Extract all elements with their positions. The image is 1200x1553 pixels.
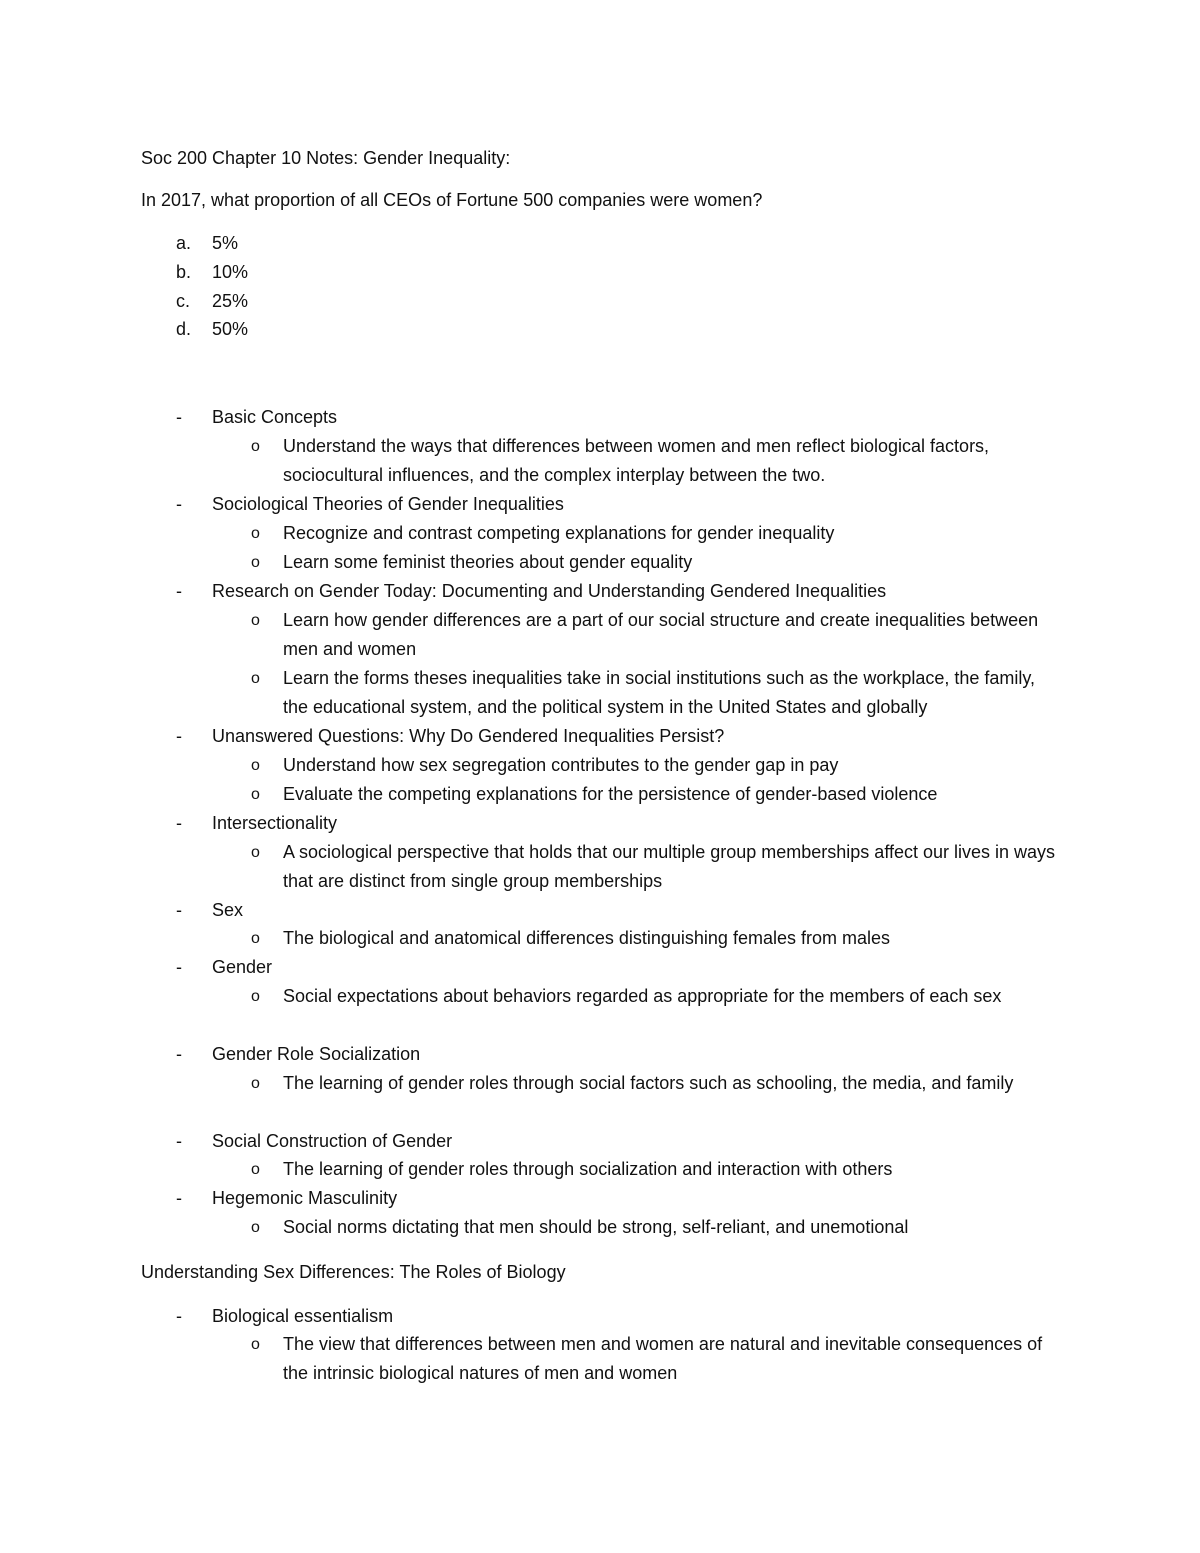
outline-subitem: Learn some feminist theories about gender equality	[283, 552, 693, 572]
outline-subitem: Evaluate the competing explanations for the persistence of gender-based violence	[283, 784, 938, 804]
outline-topic: Biological essentialism	[212, 1306, 394, 1326]
circle-bullet: o	[251, 1075, 260, 1092]
option-value: 10%	[212, 262, 249, 282]
outline-subitem: Learn the forms theses inequalities take in social institutions such as the workplace, the family, the educational system, and the political system in the United States and globally	[283, 668, 1036, 717]
circle-bullet: o	[251, 670, 260, 687]
circle-bullet: o	[251, 525, 260, 542]
dash-bullet: -	[176, 957, 182, 977]
outline-topic: Hegemonic Masculinity	[212, 1188, 398, 1208]
outline-topic: Gender Role Socialization	[212, 1044, 421, 1064]
outline-subitem: Learn how gender differences are a part of our social structure and create inequalities between men and women	[283, 610, 1039, 659]
dash-bullet: -	[176, 581, 182, 601]
outline-subitem: Understand how sex segregation contributes to the gender gap in pay	[283, 755, 839, 775]
dash-bullet: -	[176, 494, 182, 514]
dash-bullet: -	[176, 1131, 182, 1151]
outline-subitem: The biological and anatomical differences distinguishing females from males	[283, 928, 890, 948]
dash-bullet: -	[176, 407, 182, 427]
outline-subitem: Recognize and contrast competing explanations for gender inequality	[283, 523, 835, 543]
document-title: Soc 200 Chapter 10 Notes: Gender Inequality:	[141, 148, 511, 168]
option-letter: b.	[176, 262, 192, 282]
dash-bullet: -	[176, 1188, 182, 1208]
outline-topic: Research on Gender Today: Documenting and Understanding Gendered Inequalities	[212, 581, 887, 601]
option-letter: c.	[176, 291, 191, 311]
outline-topic: Social Construction of Gender	[212, 1131, 453, 1151]
dash-bullet: -	[176, 1306, 182, 1326]
outline-subitem: Understand the ways that differences between women and men reflect biological factors, sociocultural influences, and the complex interplay between the two.	[283, 436, 990, 485]
circle-bullet: o	[251, 438, 260, 455]
circle-bullet: o	[251, 1161, 260, 1178]
outline-topic: Unanswered Questions: Why Do Gendered Inequalities Persist?	[212, 726, 725, 746]
dash-bullet: -	[176, 1044, 182, 1064]
outline-subitem: Social expectations about behaviors regarded as appropriate for the members of each sex	[283, 986, 1002, 1006]
option-value: 25%	[212, 291, 249, 311]
dash-bullet: -	[176, 900, 182, 920]
circle-bullet: o	[251, 930, 260, 947]
circle-bullet: o	[251, 786, 260, 803]
option-letter: d.	[176, 319, 192, 339]
circle-bullet: o	[251, 1336, 260, 1353]
outline-topic: Intersectionality	[212, 813, 338, 833]
outline-subitem: Social norms dictating that men should be strong, self-reliant, and unemotional	[283, 1217, 909, 1237]
outline-subitem: The view that differences between men and women are natural and inevitable consequences of the intrinsic biological natures of men and women	[283, 1334, 1043, 1383]
option-value: 5%	[212, 233, 239, 253]
outline-topic: Sociological Theories of Gender Inequalities	[212, 494, 564, 514]
outline-topic: Sex	[212, 900, 244, 920]
outline-subitem: The learning of gender roles through social factors such as schooling, the media, and family	[283, 1073, 1014, 1093]
circle-bullet: o	[251, 757, 260, 774]
circle-bullet: o	[251, 844, 260, 861]
outline-topic: Gender	[212, 957, 273, 977]
circle-bullet: o	[251, 554, 260, 571]
quiz-question: In 2017, what proportion of all CEOs of Fortune 500 companies were women?	[141, 190, 763, 210]
circle-bullet: o	[251, 1219, 260, 1236]
dash-bullet: -	[176, 813, 182, 833]
outline-subitem: A sociological perspective that holds that our multiple group memberships affect our lives in ways that are distinct from single group memberships	[283, 842, 1056, 891]
outline-subitem: The learning of gender roles through socialization and interaction with others	[283, 1159, 893, 1179]
option-value: 50%	[212, 319, 249, 339]
outline-topic: Basic Concepts	[212, 407, 338, 427]
dash-bullet: -	[176, 726, 182, 746]
circle-bullet: o	[251, 988, 260, 1005]
circle-bullet: o	[251, 612, 260, 629]
option-letter: a.	[176, 233, 192, 253]
section-heading: Understanding Sex Differences: The Roles of Biology	[141, 1262, 566, 1282]
